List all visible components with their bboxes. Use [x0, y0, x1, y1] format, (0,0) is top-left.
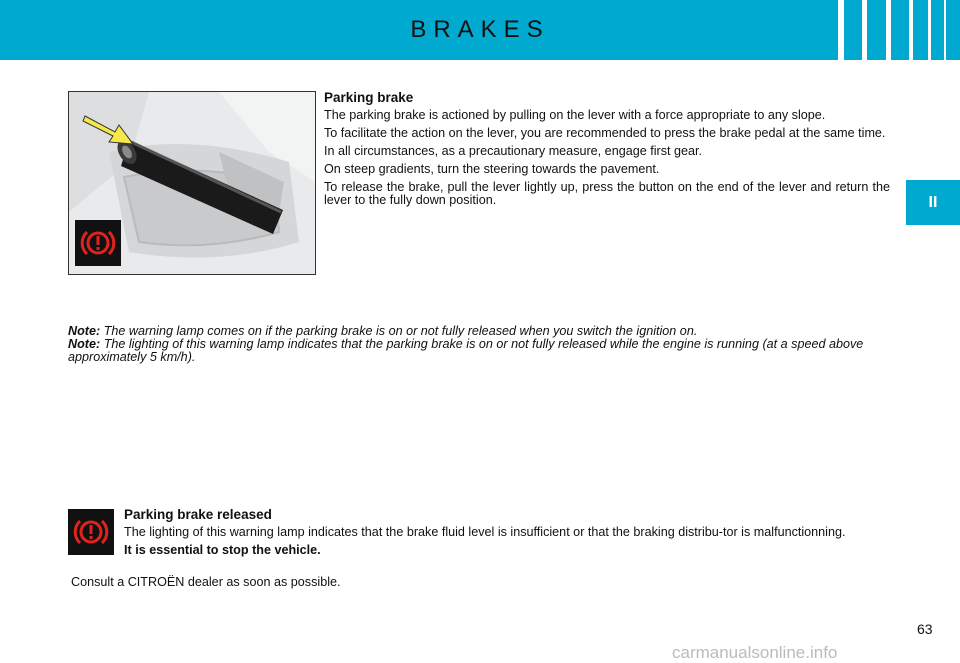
- brake-warning-lamp-icon: [68, 509, 114, 555]
- parking-brake-paragraph: On steep gradients, turn the steering towards the pavement.: [324, 162, 660, 176]
- brake-warning-lamp-icon: [75, 220, 121, 266]
- parking-brake-section: [324, 90, 890, 212]
- parking-brake-lever-photo: [68, 91, 316, 275]
- consult-dealer-text: Consult a CITROËN dealer as soon as possible.: [71, 575, 341, 589]
- parking-brake-paragraph: To release the brake, pull the lever lightly up, press the button on the end of the lever and return the lever to the fully down position.: [324, 180, 890, 207]
- header-stripe: [909, 0, 913, 60]
- header-stripe: [886, 0, 891, 60]
- notes: [68, 325, 894, 364]
- section-tab[interactable]: II: [906, 180, 960, 225]
- page-header: [0, 0, 960, 60]
- parking-brake-released-section: [124, 507, 894, 562]
- brake-warning-lamp-symbol: [79, 224, 117, 262]
- note-2: [68, 338, 894, 364]
- page-number: 63: [917, 621, 933, 637]
- header-stripe: [862, 0, 867, 60]
- header-stripe: [838, 0, 844, 60]
- parking-brake-paragraph: To facilitate the action on the lever, you are recommended to press the brake pedal at the same time.: [324, 126, 886, 140]
- note-text: The lighting of this warning lamp indicates that the parking brake is on or not fully released while the engine is running (at a speed above approximately 5 km/h).: [68, 337, 864, 364]
- note-label: Note:: [68, 337, 101, 351]
- parking-brake-paragraph: In all circumstances, as a precautionary measure, engage first gear.: [324, 144, 703, 158]
- watermark: carmanualsonline.info: [672, 643, 838, 662]
- brake-warning-lamp-symbol: [72, 513, 110, 551]
- note-text: The warning lamp comes on if the parking brake is on or not fully released when you switch the ignition on.: [103, 324, 698, 338]
- released-heading: Parking brake released: [124, 507, 272, 522]
- header-stripe: [944, 0, 946, 60]
- released-paragraph: The lighting of this warning lamp indicates that the brake fluid level is insufficient or that the braking distribu-tor is malfunctionning.: [124, 525, 846, 539]
- note-label: Note:: [68, 324, 101, 338]
- parking-brake-paragraph: The parking brake is actioned by pulling on the lever with a force appropriate to any slope.: [324, 108, 826, 122]
- header-stripe: [928, 0, 931, 60]
- released-emphasis: It is essential to stop the vehicle.: [124, 543, 321, 557]
- parking-brake-heading: Parking brake: [324, 90, 414, 105]
- page-title: BRAKES: [410, 16, 550, 43]
